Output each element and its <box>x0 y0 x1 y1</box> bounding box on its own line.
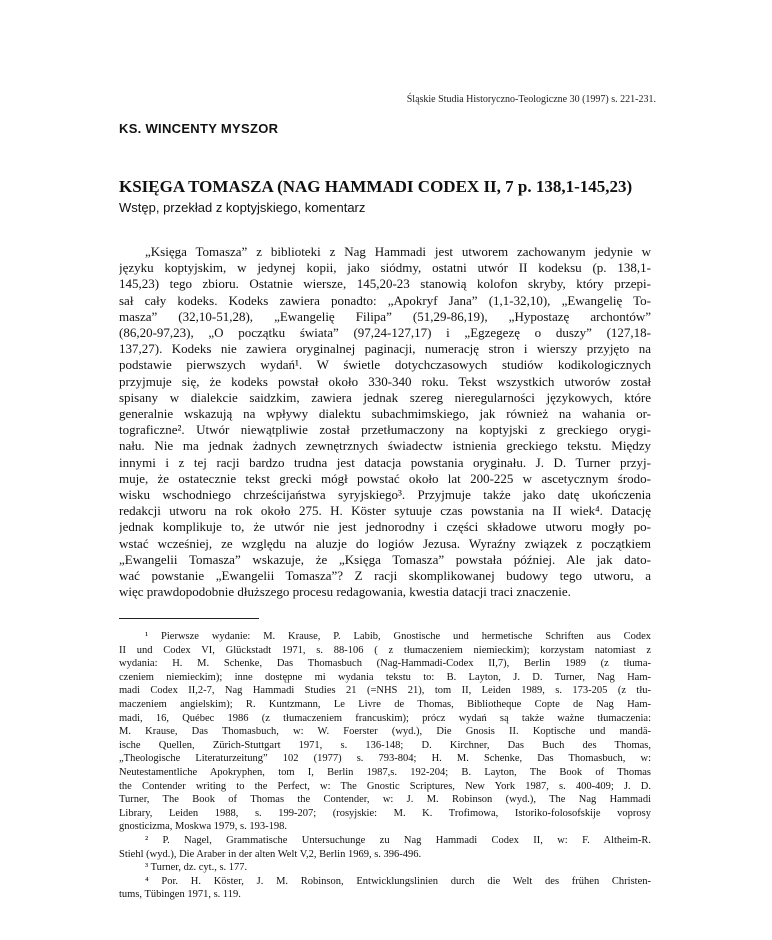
footnote-line: gnosticizma, Moskwa 1979, s. 193-198. <box>119 821 287 833</box>
running-header: Śląskie Studia Historyczno-Teologiczne 30 (1997) s. 221-231. <box>406 94 656 105</box>
body-line: 145,23) tego zbioru. Ostatnie wiersze, 145,20-23 stanowią kolofon skryby, który przepi- <box>119 276 651 292</box>
body-line: przyjmuje się, że kodeks powstał około 330-340 roku. Tekst wszystkich utworów został <box>119 373 651 389</box>
footnote-line: ¹ Pierwsze wydanie: M. Krause, P. Labib, Gnostische und hermetische Schriften aus Codex <box>145 631 651 642</box>
body-line: redakcji utworu na rok około 275. H. Köster sytuuje czas powstania na II wiek⁴. Datację <box>119 503 651 519</box>
footnotes <box>119 630 651 902</box>
body-line: podstawie pierwszych wydań¹. W świetle dotychczasowych studiów kodikologicznych <box>119 357 651 373</box>
body-line: generalnie wskazują na wpływy dialektu subachmimskiego, jak również na wahania or- <box>119 406 651 422</box>
body-line: więc prawdopodobnie dłuższego procesu redagowania, kwestia datacji traci znaczenie. <box>119 584 571 600</box>
body-line: sał cały kodeks. Kodeks zawiera ponadto: „Apokryf Jana” (1,1-32,10), „Ewangelię To- <box>119 292 651 308</box>
footnote-line: Library, Leiden 1988, s. 199-207; (rosyjskie: M. K. Trofimowa, Istoriko-folosofskije voprosy <box>119 807 651 819</box>
footnote-line: Turner, The Book of Thomas the Contender, w: J. M. Robinson (wyd.), The Nag Hammadi <box>119 794 651 806</box>
footnote-line: the Contender writing to the Perfect, w: The Gnostic Scriptures, New York 1987, s. 400-409; J. D. <box>119 780 651 792</box>
body-line: masza” (32,10-51,28), „Ewangelię Filipa” (51,29-86,19), „Hypostazę archontów” <box>119 308 651 324</box>
body-line: jednak komplikuje to, że utwór nie jest jednorodny i części składowe utworu mogły po- <box>119 519 651 535</box>
footnote-line: Stiehl (wyd.), Die Araber in der alten Welt V,2, Berlin 1969, s. 396-496. <box>119 848 422 860</box>
article-subtitle: Wstęp, przekład z koptyjskiego, komentarz <box>119 200 366 215</box>
footnote-line: ³ Turner, dz. cyt., s. 177. <box>145 862 248 874</box>
footnote-line: czeniem niemieckim); inne dostępne mi wydania tekstu to: B. Layton, J. D. Turner, Nag Ham- <box>119 671 651 683</box>
body-line: (86,20-97,23), „O początku świata” (97,24-127,17) i „Egzegezę o duszy” (127,18- <box>119 325 651 341</box>
footnote-line: II und Codex VI, Glückstadt 1971, s. 88-106 ( z tłumaczeniem niemieckim); korzystam natomiast z <box>119 644 651 656</box>
body-line: tograficzne². Utwór niewątpliwie został przetłumaczony na koptyjski z greckiego orygi- <box>119 422 651 438</box>
footnote-line: tums, Tübingen 1971, s. 119. <box>119 889 241 901</box>
footnote-line: „Theologische Literaturzeitung” 102 (1977) s. 793-804; H. M. Schenke, Das Thomasbuch, w: <box>119 753 651 765</box>
footnote-line: madi Codex II,2-7, Nag Hammadi Studies 21 (=NHS 21), tom II, Leiden 1989, s. 173-205 (z tłu- <box>119 685 651 697</box>
footnote-rule <box>119 618 259 619</box>
body-line: muje, że ostatecznie tekst grecki mógł powstać około lat 200-225 w ascetycznym środo- <box>119 470 651 486</box>
body-line: spisany w dialekcie saidzkim, zawiera jednak szereg nieregularności językowych, które <box>119 389 651 405</box>
body-line: wać powstanie „Ewangelii Tomasza”? Z racji skomplikowanej budowy tego utworu, a <box>119 568 651 584</box>
body-line: języku koptyjskim, w jedynej kopii, jako siódmy, ostatni utwór II kodeksu (p. 138,1- <box>119 260 651 276</box>
body-line: „Księga Tomasza” z biblioteki z Nag Hammadi jest utworem zachowanym jedynie w <box>145 244 651 259</box>
footnote-line: Neutestamentliche Apokryphen, tom I, Berlin 1987,s. 192-204; B. Layton, The Book of Thomas <box>119 766 651 778</box>
body-line: innymi i z tej racji bardzo trudna jest datacja powstania oryginału. J. D. Turner przyj- <box>119 454 651 470</box>
body-line: wstać wcześniej, ze względu na aluzje do logiów Jezusa. Wyraźny związek z początkiem <box>119 535 651 551</box>
body-line: 137,27). Kodeks nie zawiera oryginalnej paginacji, numerację stron i wierszy przyjęto na <box>119 341 651 357</box>
body-line: nału. Nie ma jednak żadnych zewnętrznych świadectw istnienia greckiego tekstu. Między <box>119 438 651 454</box>
article-title: KSIĘGA TOMASZA (NAG HAMMADI CODEX II, 7 p. 138,1-145,23) <box>119 177 633 196</box>
footnote-line: ische Quellen, Zürich-Stuttgart 1971, s. 136-148; D. Kirchner, Das Buch des Thomas, <box>119 739 651 751</box>
body-line: „Ewangelii Tomasza” wskazuje, że „Księga Tomasza” powstała później. Ale jak dato- <box>119 551 651 567</box>
footnote-line: ² P. Nagel, Grammatische Untersuchunge zu Nag Hammadi Codex II, w: F. Altheim-R. <box>145 834 651 846</box>
author-name: KS. WINCENTY MYSZOR <box>119 121 279 136</box>
footnote-line: M. Krause, Das Thomasbuch, w: W. Foerster (wyd.), Die Gnosis II. Koptische und mandä- <box>119 726 651 738</box>
footnote-line: ⁴ Por. H. Köster, J. M. Robinson, Entwicklungslinien durch die Welt des frühen Christen- <box>145 875 651 887</box>
footnote-line: wydania: H. M. Schenke, Das Thomasbuch (Nag-Hammadi-Codex II,7), Berlin 1989 (z tłuma- <box>119 658 651 670</box>
article-body <box>119 244 651 600</box>
footnote-line: madi, 16, Québec 1986 (z tłumaczeniem francuskim); prócz wydań są także ważne tłumaczenia: <box>119 712 651 724</box>
body-line: wisku wschodniego chrześcijaństwa syryjskiego³. Przyjmuje także jako datę ukończenia <box>119 487 651 503</box>
footnote-line: maczeniem angielskim); R. Kuntzmann, Le Livre de Thomas, Bibliotheque Copte de Nag Ham- <box>119 698 651 710</box>
